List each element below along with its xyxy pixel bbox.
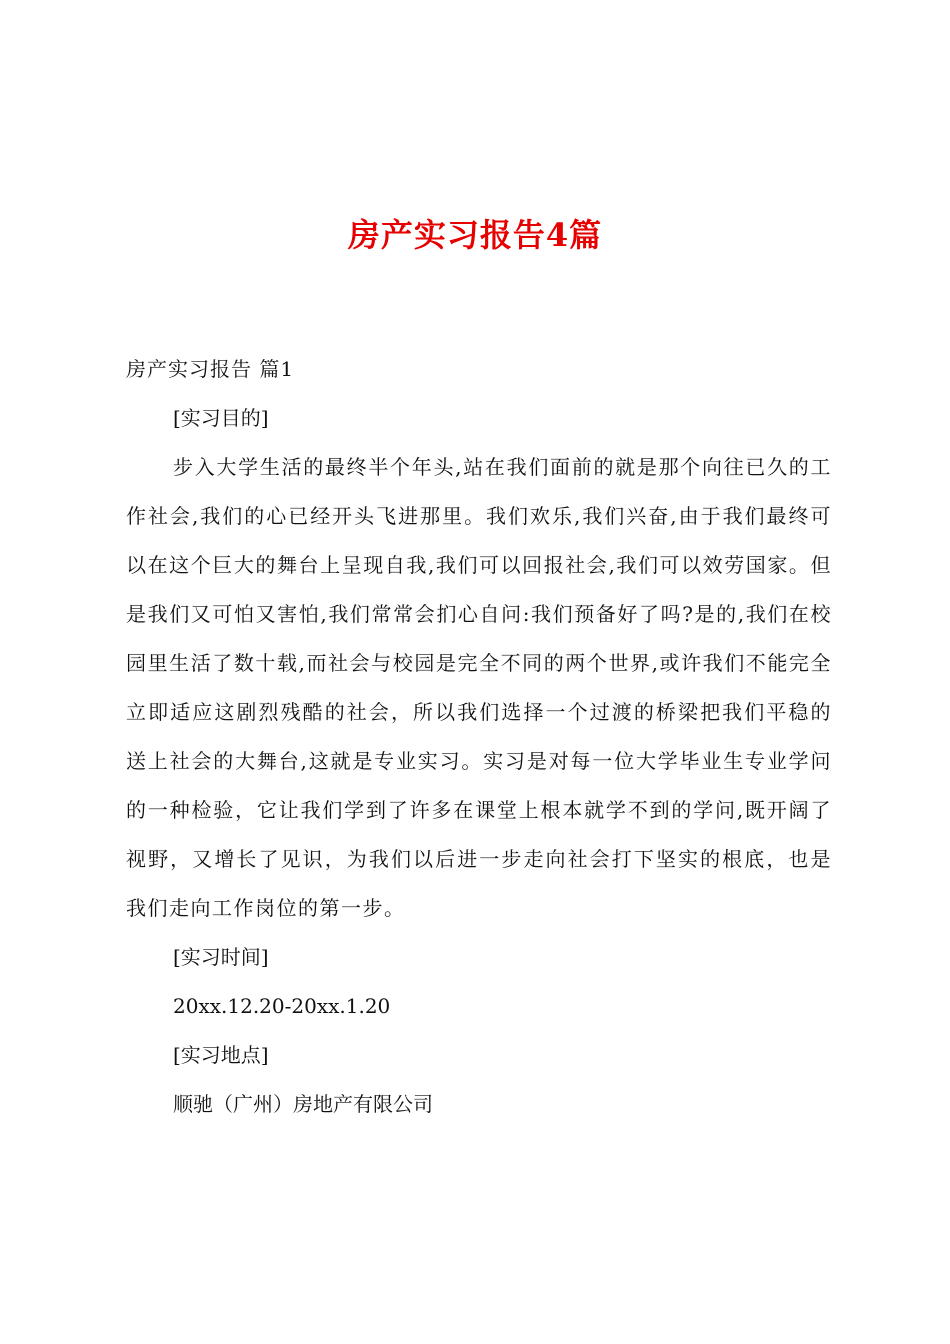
time-value: 20xx.12.20-20xx.1.20 [173, 994, 391, 1018]
section-heading: 房产实习报告 篇1 [126, 357, 295, 381]
purpose-paragraph: 步入大学生活的最终半个年头,站在我们面前的就是那个向往已久的工作社会,我们的心已经开头飞进那里。我们欢乐,我们兴奋,由于我们最终可以在这个巨大的舞台上呈现自我,我们可以回报社会,我们可以效劳国家。但是我们又可怕又害怕,我们常常会扪心自问:我们预备好了吗?是的,我们在校园里生活了数十载,而社会与校园是完全不同的两个世界,或许我们不能完全立即适应这剧烈残酷的社会，所以我们选择一个过渡的桥梁把我们平稳的送上社会的大舞台,这就是专业实习。实习是对每一位大学毕业生专业学问的一种检验，它让我们学到了许多在课堂上根本就学不到的学问,既开阔了视野，又增长了见识，为我们以后进一步走向社会打下坚实的根底，也是我们走向工作岗位的第一步。 [126, 455, 832, 920]
location-value: 顺驰（广州）房地产有限公司 [173, 1092, 433, 1116]
time-label: [实习时间] [173, 945, 269, 969]
purpose-label: [实习目的] [173, 406, 269, 430]
document-title: 房产实习报告4篇 [347, 216, 603, 254]
location-label: [实习地点] [173, 1043, 269, 1067]
document-body [126, 345, 832, 1129]
